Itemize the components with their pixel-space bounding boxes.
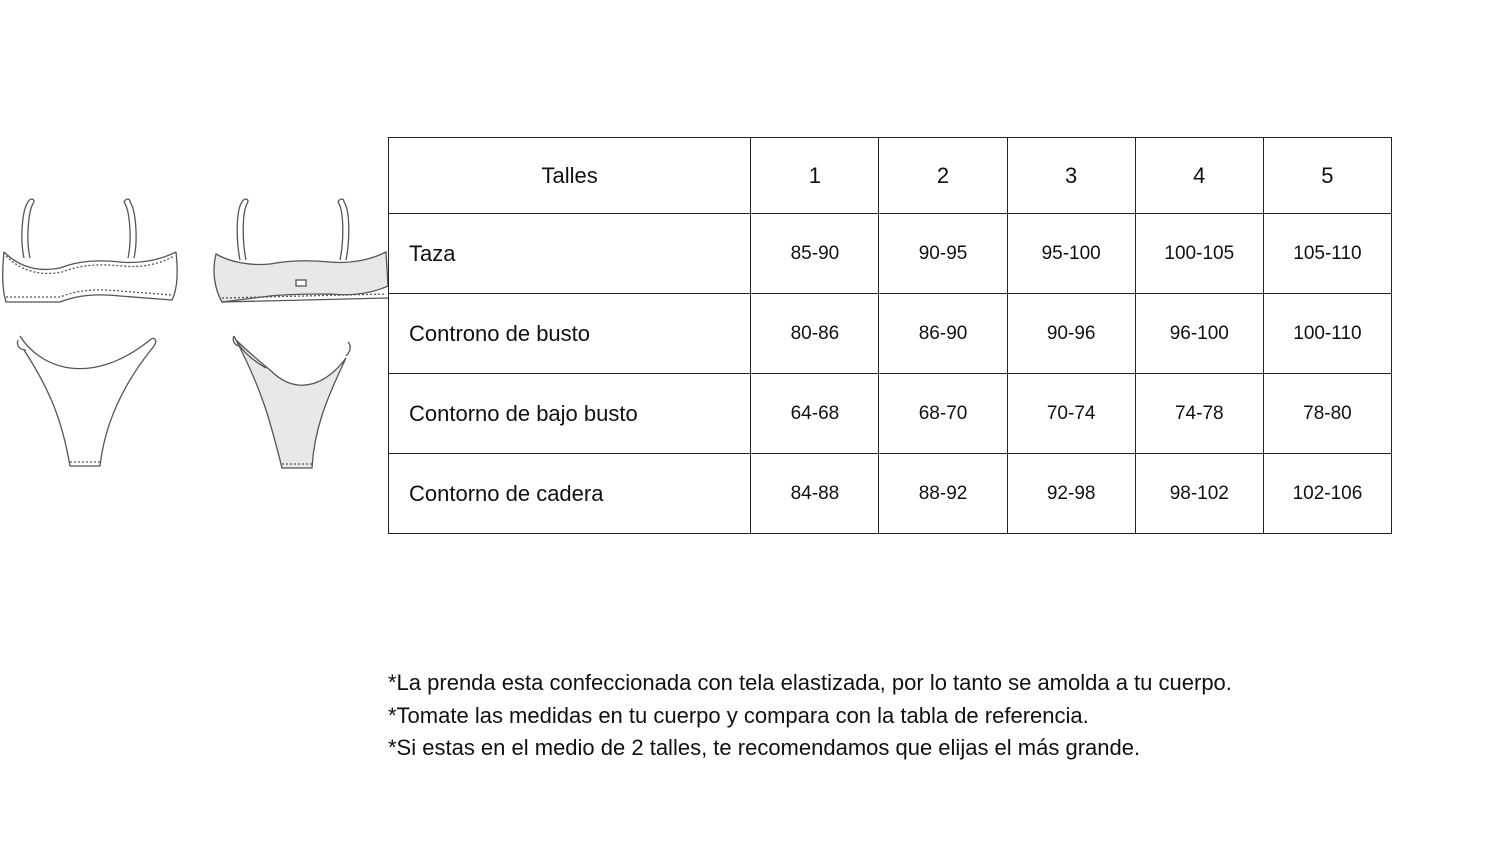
- table-cell: 96-100: [1135, 294, 1263, 374]
- bikini-bottom-front-icon: [17, 336, 155, 466]
- table-row: [389, 294, 1392, 374]
- bikini-top-front-icon: [3, 199, 178, 302]
- note-choose-larger: *Si estas en el medio de 2 talles, te recomendamos que elijas el más grande.: [388, 735, 1141, 760]
- size-chart-table: [388, 137, 1392, 534]
- table-cell: 74-78: [1135, 374, 1263, 454]
- note-take-measurements: *Tomate las medidas en tu cuerpo y compara con la tabla de referencia.: [388, 702, 1089, 728]
- bikini-bottom-back-icon: [233, 336, 350, 468]
- header-size-1: 1: [751, 138, 879, 214]
- table-cell: 85-90: [751, 214, 879, 294]
- bikini-top-back-icon: [214, 199, 388, 302]
- table-cell: 68-70: [879, 374, 1007, 454]
- size-notes: [388, 667, 1468, 765]
- table-cell: 105-110: [1263, 214, 1391, 294]
- header-size-2: 2: [879, 138, 1007, 214]
- table-header-row: [389, 138, 1392, 214]
- table-cell: 95-100: [1007, 214, 1135, 294]
- row-label-taza: Taza: [389, 214, 751, 294]
- table-cell: 70-74: [1007, 374, 1135, 454]
- table-row: [389, 214, 1392, 294]
- header-size-5: 5: [1263, 138, 1391, 214]
- header-talles: Talles: [389, 138, 751, 214]
- table-cell: 92-98: [1007, 454, 1135, 534]
- table-cell: 90-95: [879, 214, 1007, 294]
- header-size-3: 3: [1007, 138, 1135, 214]
- table-cell: 80-86: [751, 294, 879, 374]
- table-cell: 90-96: [1007, 294, 1135, 374]
- table-cell: 64-68: [751, 374, 879, 454]
- table-cell: 98-102: [1135, 454, 1263, 534]
- header-size-4: 4: [1135, 138, 1263, 214]
- table-cell: 100-105: [1135, 214, 1263, 294]
- garment-illustrations: [0, 190, 392, 480]
- table-cell: 102-106: [1263, 454, 1391, 534]
- table-cell: 86-90: [879, 294, 1007, 374]
- table-cell: 88-92: [879, 454, 1007, 534]
- row-label-cadera: Contorno de cadera: [389, 454, 751, 534]
- row-label-bajo-busto: Contorno de bajo busto: [389, 374, 751, 454]
- row-label-busto: Controno de busto: [389, 294, 751, 374]
- table-cell: 100-110: [1263, 294, 1391, 374]
- table-row: [389, 374, 1392, 454]
- table-row: [389, 454, 1392, 534]
- table-cell: 84-88: [751, 454, 879, 534]
- table-cell: 78-80: [1263, 374, 1391, 454]
- note-elastic-fabric: *La prenda esta confeccionada con tela elastizada, por lo tanto se amolda a tu cuerpo.: [388, 670, 1232, 695]
